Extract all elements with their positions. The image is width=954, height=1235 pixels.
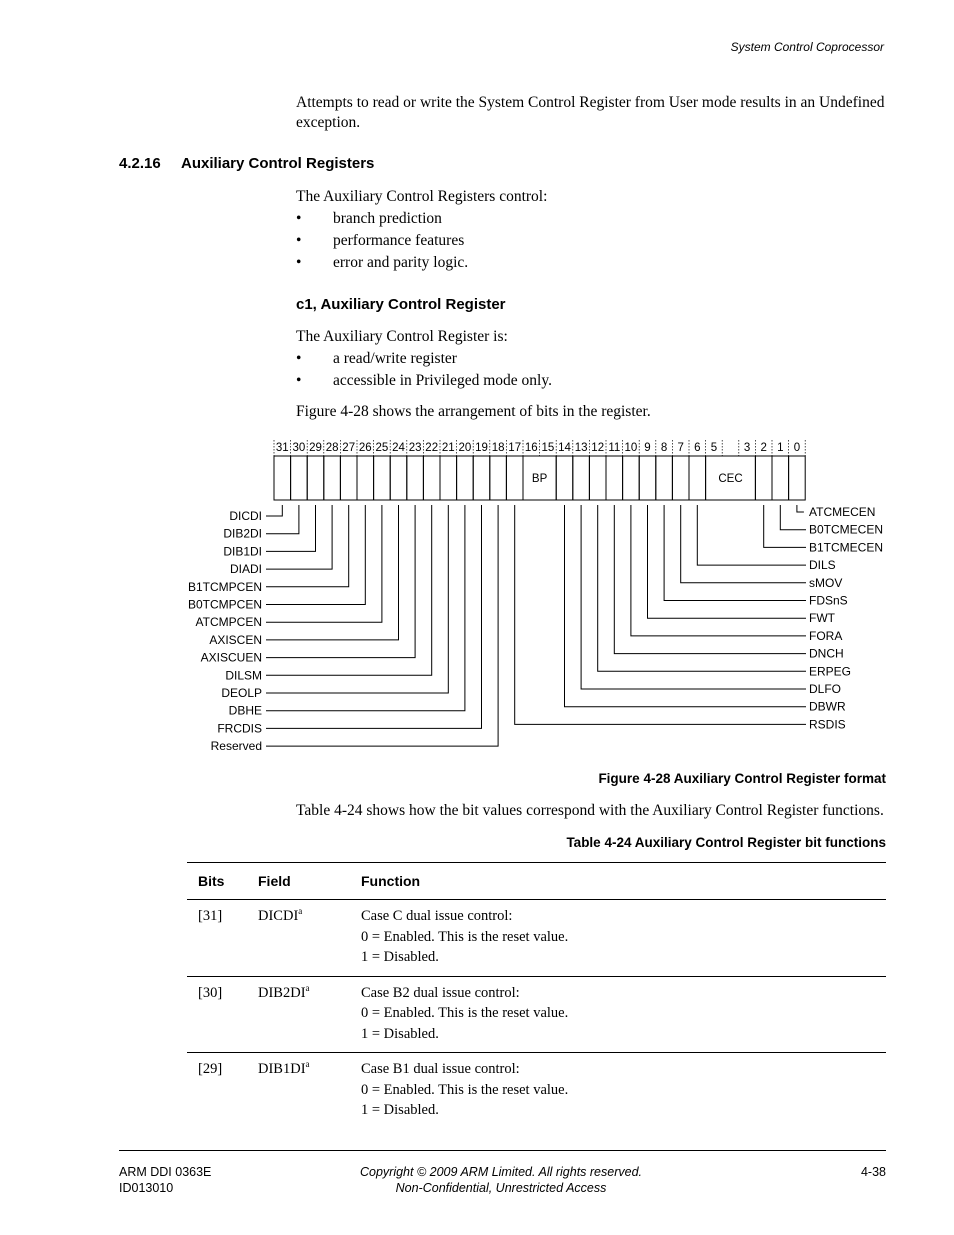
function-line: Case C dual issue control: bbox=[361, 908, 513, 924]
cell-field bbox=[258, 1053, 361, 1129]
left-field-label: DEOLP bbox=[221, 686, 262, 700]
bit-number: 14 bbox=[558, 442, 571, 454]
bit-number: 17 bbox=[508, 442, 522, 454]
register-field-box bbox=[606, 456, 623, 500]
section-title: Auxiliary Control Registers bbox=[181, 155, 375, 172]
cell-function bbox=[361, 976, 886, 1053]
register-field-box bbox=[506, 456, 523, 500]
function-line: 1 = Disabled. bbox=[361, 1025, 439, 1042]
bit-number: 23 bbox=[408, 442, 422, 454]
cell-bits: [31] bbox=[198, 908, 223, 924]
right-field-label: B1TCMECEN bbox=[809, 540, 884, 555]
leader-line bbox=[631, 505, 806, 636]
bit-number: 16 bbox=[524, 442, 538, 454]
right-field-label: ATCMECEN bbox=[809, 505, 876, 519]
intro-line-1: Attempts to read or write the System Control Register from User mode results in an Undefined bbox=[296, 94, 885, 111]
bit-number: 22 bbox=[425, 442, 439, 454]
cell-bits: [29] bbox=[198, 1061, 223, 1077]
bullet-dot: • bbox=[296, 254, 302, 271]
bullet-item: error and parity logic. bbox=[333, 254, 469, 271]
register-field-box bbox=[307, 456, 324, 500]
field-label-cec: CEC bbox=[718, 473, 743, 485]
bit-number: 20 bbox=[458, 442, 472, 454]
bit-number: 9 bbox=[644, 442, 651, 454]
function-line: Case B1 dual issue control: bbox=[361, 1061, 520, 1077]
bit-number: 1 bbox=[777, 442, 784, 454]
bit-number: 30 bbox=[292, 442, 306, 454]
field-name: DIB1DI bbox=[258, 1061, 306, 1077]
cell-field bbox=[258, 900, 361, 977]
column-header-field: Field bbox=[258, 873, 291, 889]
register-field-box bbox=[556, 456, 573, 500]
footer-copyright: Copyright © 2009 ARM Limited. All rights reserved. bbox=[359, 1165, 642, 1179]
leader-line bbox=[266, 505, 282, 516]
register-field-box bbox=[440, 456, 457, 500]
column-header-function: Function bbox=[361, 873, 421, 889]
table-row bbox=[187, 900, 886, 977]
right-field-label: DLFO bbox=[809, 682, 842, 696]
field-name: DIB2DI bbox=[258, 984, 306, 1001]
left-field-label: DILSM bbox=[225, 668, 262, 683]
bullet-item: a read/write register bbox=[333, 350, 457, 367]
bullet-dot: • bbox=[296, 350, 302, 367]
bit-number: 15 bbox=[541, 442, 555, 454]
leader-line bbox=[664, 505, 806, 601]
table-row bbox=[187, 976, 886, 1053]
footnote-marker: a bbox=[298, 906, 303, 917]
function-line: 1 = Disabled. bbox=[361, 1102, 439, 1118]
column-header-bits: Bits bbox=[198, 873, 225, 889]
leader-line bbox=[614, 505, 806, 654]
bit-number: 10 bbox=[624, 442, 638, 454]
right-field-label: FDSnS bbox=[809, 593, 848, 608]
footer-access: Non-Confidential, Unrestricted Access bbox=[395, 1181, 607, 1195]
function-line: 1 = Disabled. bbox=[361, 949, 439, 965]
table-caption: Table 4-24 Auxiliary Control Register bit functions bbox=[566, 835, 886, 850]
bit-number: 12 bbox=[591, 442, 605, 454]
footer-doc-id: ARM DDI 0363E bbox=[119, 1165, 212, 1179]
leader-line bbox=[697, 505, 806, 565]
leader-line bbox=[266, 505, 415, 658]
bit-number: 21 bbox=[441, 442, 455, 454]
bit-number: 27 bbox=[342, 442, 356, 454]
section-number: 4.2.16 bbox=[119, 155, 161, 172]
left-field-label: Reserved bbox=[210, 739, 262, 754]
leader-line bbox=[565, 505, 807, 707]
register-field-box bbox=[390, 456, 407, 500]
register-field-box bbox=[340, 456, 357, 500]
leader-line bbox=[648, 505, 807, 618]
right-field-label: ERPEG bbox=[809, 664, 852, 679]
bullet-dot: • bbox=[296, 210, 302, 227]
register-field-box bbox=[755, 456, 772, 500]
left-field-label: B1TCMPCEN bbox=[187, 579, 262, 594]
left-field-label: DIB2DI bbox=[223, 526, 262, 541]
function-line: Case B2 dual issue control: bbox=[361, 984, 520, 1001]
bit-number: 24 bbox=[392, 442, 405, 454]
leader-line bbox=[681, 505, 806, 583]
footnote-marker: a bbox=[305, 982, 310, 993]
leader-line bbox=[780, 505, 806, 530]
register-field-box bbox=[274, 456, 291, 500]
bit-number: 31 bbox=[275, 442, 289, 454]
register-field-box bbox=[789, 456, 806, 500]
bit-number: 19 bbox=[475, 442, 488, 454]
register-field-box bbox=[291, 456, 308, 500]
left-field-label: DIADI bbox=[229, 562, 262, 577]
leader-line bbox=[515, 505, 806, 724]
leader-line bbox=[266, 505, 482, 728]
bit-number: 18 bbox=[491, 442, 505, 454]
register-field-box bbox=[457, 456, 474, 500]
field-label-bp: BP bbox=[531, 473, 548, 485]
bullet-dot: • bbox=[296, 232, 302, 249]
leader-line bbox=[581, 505, 806, 689]
leader-line bbox=[764, 505, 806, 547]
footer-page-number: 4-38 bbox=[860, 1165, 886, 1179]
function-line: 0 = Enabled. This is the reset value. bbox=[361, 928, 569, 945]
table-intro: Table 4-24 shows how the bit values correspond with the Auxiliary Control Register functions. bbox=[296, 802, 884, 819]
bit-number: 5 bbox=[710, 442, 718, 454]
register-field-box bbox=[490, 456, 507, 500]
running-header: System Control Coprocessor bbox=[730, 40, 884, 54]
register-field-box bbox=[623, 456, 640, 500]
right-field-label: B0TCMECEN bbox=[809, 522, 884, 537]
register-field-box bbox=[656, 456, 673, 500]
register-field-box bbox=[357, 456, 374, 500]
right-field-label: RSDIS bbox=[809, 717, 846, 732]
bit-number: 8 bbox=[660, 442, 668, 454]
subsection-title: c1, Auxiliary Control Register bbox=[296, 296, 506, 313]
bit-number: 29 bbox=[309, 442, 322, 454]
cell-function bbox=[361, 1053, 886, 1129]
bullet-item: branch prediction bbox=[333, 210, 442, 227]
leader-line bbox=[266, 505, 316, 551]
leader-line bbox=[266, 505, 349, 587]
left-field-label: ATCMPCEN bbox=[195, 615, 262, 630]
function-line: 0 = Enabled. This is the reset value. bbox=[361, 1081, 569, 1098]
bit-number: 28 bbox=[325, 442, 339, 454]
right-field-label: FWT bbox=[809, 611, 835, 626]
bullet-dot: • bbox=[296, 372, 302, 389]
register-field-box bbox=[772, 456, 789, 500]
figure-caption: Figure 4-28 Auxiliary Control Register format bbox=[598, 771, 886, 786]
left-field-label: AXISCEN bbox=[209, 632, 262, 647]
left-field-label: AXISCUEN bbox=[200, 650, 262, 665]
bit-number: 13 bbox=[574, 442, 588, 454]
footer-issue-id: ID013010 bbox=[119, 1181, 174, 1195]
register-field-box bbox=[672, 456, 689, 500]
table-header-row bbox=[187, 863, 886, 900]
bullet-item: accessible in Privileged mode only. bbox=[333, 372, 552, 389]
register-field-box bbox=[473, 456, 490, 500]
bullet-item: performance features bbox=[333, 232, 465, 249]
leader-line bbox=[598, 505, 806, 671]
bit-functions-table bbox=[187, 862, 886, 1129]
table-row bbox=[187, 1053, 886, 1129]
field-name: DICDI bbox=[258, 908, 299, 924]
cell-bits: [30] bbox=[198, 984, 223, 1001]
bit-number: 26 bbox=[358, 442, 372, 454]
footnote-marker: a bbox=[305, 1059, 310, 1070]
bit-number: 7 bbox=[677, 442, 684, 454]
register-field-box bbox=[639, 456, 656, 500]
cell-field bbox=[258, 976, 361, 1053]
subsection-lead: The Auxiliary Control Register is: bbox=[296, 328, 508, 345]
right-field-label: sMOV bbox=[809, 575, 843, 590]
cell-function bbox=[361, 900, 886, 977]
register-field-box bbox=[589, 456, 606, 500]
right-field-label: DBWR bbox=[809, 699, 846, 714]
right-field-label: DILS bbox=[809, 558, 836, 573]
bit-number: 11 bbox=[608, 442, 621, 454]
function-line: 0 = Enabled. This is the reset value. bbox=[361, 1005, 569, 1021]
left-field-label: DICDI bbox=[229, 509, 262, 523]
left-field-label: B0TCMPCEN bbox=[187, 597, 262, 612]
right-field-label: FORA bbox=[809, 628, 843, 643]
bit-number: 6 bbox=[694, 442, 701, 454]
register-field-box bbox=[407, 456, 424, 500]
register-field-box bbox=[374, 456, 391, 500]
register-field-box bbox=[689, 456, 706, 500]
intro-line-2: exception. bbox=[296, 114, 361, 131]
bit-number: 3 bbox=[743, 442, 751, 454]
footer-rule bbox=[119, 1150, 886, 1151]
leader-line bbox=[797, 505, 804, 512]
figure-reference: Figure 4-28 shows the arrangement of bits in the register. bbox=[296, 403, 651, 420]
section-lead: The Auxiliary Control Registers control: bbox=[296, 188, 548, 205]
bit-number: 0 bbox=[793, 442, 801, 454]
bit-number: 2 bbox=[760, 442, 767, 454]
register-field-box bbox=[423, 456, 440, 500]
bit-number: 25 bbox=[375, 442, 389, 454]
left-field-label: FRCDIS bbox=[217, 721, 262, 736]
right-field-label: DNCH bbox=[809, 646, 844, 661]
register-field-box bbox=[324, 456, 341, 500]
left-field-label: DIB1DI bbox=[223, 544, 262, 559]
register-field-box bbox=[573, 456, 590, 500]
left-field-label: DBHE bbox=[228, 703, 262, 718]
